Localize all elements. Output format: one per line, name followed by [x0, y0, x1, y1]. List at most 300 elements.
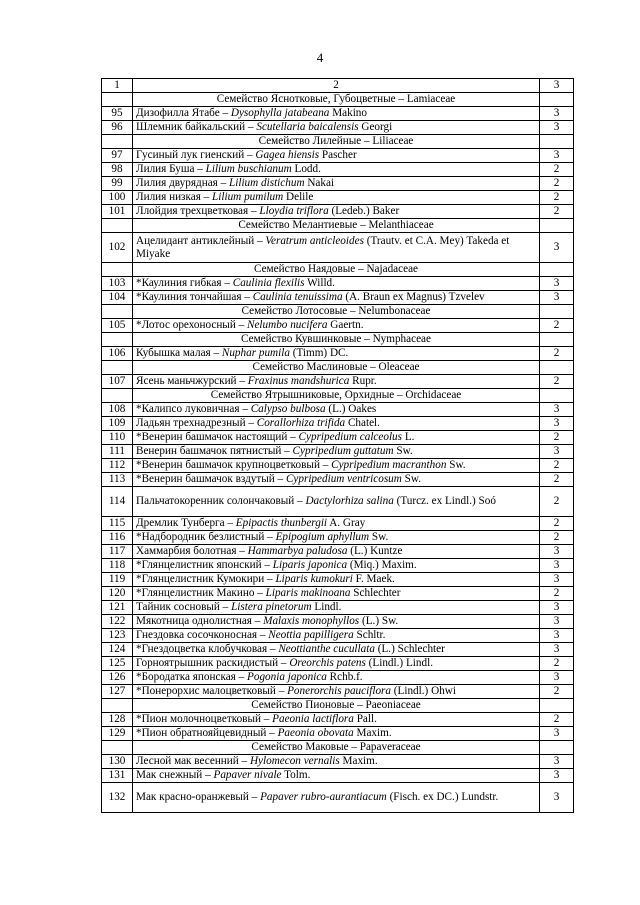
- species-name-cell: [133, 487, 540, 517]
- rarity-category: 2: [540, 375, 574, 389]
- species-russian-name: Горноятрышник раскидистый –: [136, 657, 290, 669]
- species-author: Tolm.: [281, 769, 311, 781]
- species-row: [102, 431, 574, 445]
- species-name-cell: [133, 205, 540, 219]
- species-number: 127: [102, 685, 133, 699]
- species-table: [101, 78, 574, 813]
- species-row: [102, 233, 574, 263]
- species-number: 114: [102, 487, 133, 517]
- species-number: 99: [102, 177, 133, 191]
- header-name-cell: 2: [133, 79, 540, 93]
- species-name-cell: [133, 545, 540, 559]
- species-russian-name: Венерин башмачок пятнистый –: [136, 445, 293, 457]
- rarity-category: 2: [540, 459, 574, 473]
- species-row: [102, 347, 574, 361]
- species-row: [102, 573, 574, 587]
- species-russian-name: Дремлик Тунберга –: [136, 517, 236, 529]
- rarity-category: 3: [540, 671, 574, 685]
- species-latin-name: Lilium distichum: [229, 177, 305, 189]
- species-number: 128: [102, 713, 133, 727]
- species-russian-name: *Глянцелистник японский –: [136, 559, 273, 571]
- species-latin-name: Nuphar pumila: [221, 347, 290, 359]
- species-russian-name: *Пион обратнояйцевидный –: [136, 727, 278, 739]
- species-name-cell: [133, 727, 540, 741]
- species-author: Sw.: [446, 459, 466, 471]
- species-latin-name: Liparis japonica: [272, 559, 348, 571]
- species-name-cell: [133, 531, 540, 545]
- species-number: 115: [102, 517, 133, 531]
- species-russian-name: *Пион молочноцветковый –: [136, 713, 273, 725]
- species-latin-name: Papaver nivale: [213, 769, 282, 781]
- species-latin-name: Cypripedium ventricosum: [285, 473, 402, 485]
- species-row: [102, 587, 574, 601]
- species-name-cell: [133, 713, 540, 727]
- species-number: 124: [102, 643, 133, 657]
- species-name-cell: [133, 769, 540, 783]
- family-row: [102, 263, 574, 277]
- species-russian-name: *Венерин башмачок настоящий –: [136, 431, 299, 443]
- family-row-empty-cell: [102, 93, 133, 107]
- species-latin-name: Liparis makinoana: [265, 587, 351, 599]
- species-number: 122: [102, 615, 133, 629]
- rarity-category: 3: [540, 233, 574, 263]
- species-russian-name: Тайник сосновый –: [136, 601, 232, 613]
- species-row: [102, 319, 574, 333]
- species-russian-name: Кубышка малая –: [136, 347, 222, 359]
- family-row: [102, 333, 574, 347]
- species-author: Sw.: [401, 473, 422, 485]
- species-number: 129: [102, 727, 133, 741]
- species-name-cell: [133, 319, 540, 333]
- rarity-category: 3: [540, 121, 574, 135]
- species-name-cell: [133, 445, 540, 459]
- species-row: [102, 121, 574, 135]
- header-number-cell: 1: [102, 79, 133, 93]
- species-author: Chatel.: [345, 417, 380, 429]
- species-name-cell: [133, 107, 540, 121]
- species-number: 110: [102, 431, 133, 445]
- species-author: (L.) Sw.: [359, 615, 399, 627]
- species-row: [102, 473, 574, 487]
- species-russian-name: Мак снежный –: [136, 769, 214, 781]
- species-row: [102, 177, 574, 191]
- species-latin-name: Papaver rubro-aurantiacum: [260, 791, 387, 803]
- rarity-category: 3: [540, 107, 574, 121]
- species-author: (Lindl.) Lindl.: [365, 657, 433, 669]
- species-number: 102: [102, 233, 133, 263]
- species-author: (A. Braun ex Magnus) Tzvelev: [342, 291, 485, 303]
- species-author: (Miq.) Maxim.: [347, 559, 417, 571]
- rarity-category: 2: [540, 713, 574, 727]
- species-row: [102, 445, 574, 459]
- species-row: [102, 487, 574, 517]
- species-number: 120: [102, 587, 133, 601]
- species-russian-name: *Гнездоцветка клобучковая –: [136, 643, 279, 655]
- family-row-empty-cell: [540, 135, 574, 149]
- species-number: 117: [102, 545, 133, 559]
- species-author: Maxim.: [339, 755, 378, 767]
- species-latin-name: Epipogium aphyllum: [275, 531, 370, 543]
- rarity-category: 2: [540, 473, 574, 487]
- species-author: Willd.: [304, 277, 335, 289]
- species-russian-name: Ацелидант антиклейный –: [136, 234, 266, 247]
- species-author: (Trautv. et C.A. Mey) Takeda et Miyake: [136, 234, 510, 260]
- species-russian-name: *Надбородник безлистный –: [136, 531, 276, 543]
- rarity-category: 3: [540, 615, 574, 629]
- species-latin-name: Epipactis thunbergii: [235, 517, 328, 529]
- species-author: (Timm) DC.: [289, 347, 349, 359]
- family-row-empty-cell: [540, 333, 574, 347]
- species-author: Rchb.f.: [326, 671, 363, 683]
- species-number: 100: [102, 191, 133, 205]
- species-row: [102, 727, 574, 741]
- species-name-cell: [133, 121, 540, 135]
- species-row: [102, 755, 574, 769]
- species-russian-name: Лилия Буша –: [136, 163, 206, 175]
- species-russian-name: *Каулиния тончайшая –: [136, 291, 253, 303]
- species-number: 126: [102, 671, 133, 685]
- species-name-cell: [133, 149, 540, 163]
- rarity-category: 3: [540, 445, 574, 459]
- species-russian-name: Ясень маньчжурский –: [136, 375, 248, 387]
- species-latin-name: Malaxis monophyllos: [263, 615, 360, 627]
- family-name: Семейство Лилейные – Liliaceae: [133, 135, 540, 149]
- species-row: [102, 517, 574, 531]
- family-row: [102, 219, 574, 233]
- rarity-category: 2: [540, 657, 574, 671]
- header-category-cell: 3: [540, 79, 574, 93]
- species-number: 109: [102, 417, 133, 431]
- species-russian-name: Гнездовка сосочконосная –: [136, 629, 269, 641]
- species-row: [102, 403, 574, 417]
- species-latin-name: Dysophylla jatabeana: [230, 107, 330, 119]
- species-row: [102, 713, 574, 727]
- species-row: [102, 657, 574, 671]
- species-russian-name: Лилия двурядная –: [136, 177, 229, 189]
- rarity-category: 2: [540, 191, 574, 205]
- family-row-empty-cell: [102, 361, 133, 375]
- page-number: 4: [316, 50, 324, 65]
- species-russian-name: Лесной мак весенний –: [136, 755, 250, 767]
- species-name-cell: [133, 573, 540, 587]
- species-number: 105: [102, 319, 133, 333]
- family-row-empty-cell: [102, 135, 133, 149]
- family-row-empty-cell: [102, 741, 133, 755]
- family-row-empty-cell: [540, 741, 574, 755]
- family-row-empty-cell: [540, 93, 574, 107]
- species-row: [102, 107, 574, 121]
- species-number: 96: [102, 121, 133, 135]
- rarity-category: 2: [540, 587, 574, 601]
- species-russian-name: Мак красно-оранжевый –: [136, 791, 261, 803]
- species-latin-name: Cypripedium macranthon: [331, 459, 447, 471]
- species-row: [102, 531, 574, 545]
- rarity-category: 3: [540, 629, 574, 643]
- species-row: [102, 601, 574, 615]
- species-name-cell: [133, 375, 540, 389]
- species-latin-name: Hylomecon vernalis: [249, 755, 340, 767]
- species-latin-name: Caulinia flexilis: [232, 277, 305, 289]
- species-number: 119: [102, 573, 133, 587]
- species-row: [102, 417, 574, 431]
- rarity-category: 2: [540, 517, 574, 531]
- species-author: (Ledeb.) Baker: [328, 205, 400, 217]
- rarity-category: 3: [540, 277, 574, 291]
- species-name-cell: [133, 629, 540, 643]
- species-name-cell: [133, 755, 540, 769]
- rarity-category: 2: [540, 163, 574, 177]
- species-row: [102, 459, 574, 473]
- species-russian-name: *Бородатка японская –: [136, 671, 248, 683]
- species-row: [102, 149, 574, 163]
- family-name: Семейство Яснотковые, Губоцветные – Lamiaceae: [133, 93, 540, 107]
- species-number: 132: [102, 783, 133, 813]
- species-author: Rupr.: [349, 375, 377, 387]
- species-latin-name: Calypso bulbosa: [250, 403, 326, 415]
- species-russian-name: Мякотница однолистная –: [136, 615, 264, 627]
- species-name-cell: [133, 559, 540, 573]
- species-row: [102, 163, 574, 177]
- rarity-category: 2: [540, 347, 574, 361]
- species-latin-name: Veratrum anticleoides: [265, 234, 364, 247]
- species-number: 123: [102, 629, 133, 643]
- species-number: 108: [102, 403, 133, 417]
- species-name-cell: [133, 783, 540, 813]
- family-row-empty-cell: [540, 219, 574, 233]
- species-russian-name: *Глянцелистник Кумокири –: [136, 573, 276, 585]
- species-author: Makino: [329, 107, 367, 119]
- family-row: [102, 305, 574, 319]
- species-latin-name: Neottianthe cucullata: [278, 643, 375, 655]
- family-row-empty-cell: [540, 263, 574, 277]
- species-latin-name: Dactylorhiza salina: [305, 495, 394, 507]
- species-name-cell: [133, 431, 540, 445]
- species-latin-name: Corallorhiza trifida: [256, 417, 346, 429]
- species-number: 111: [102, 445, 133, 459]
- rarity-category: 2: [540, 531, 574, 545]
- species-number: 98: [102, 163, 133, 177]
- family-row-empty-cell: [540, 361, 574, 375]
- species-latin-name: Caulinia tenuissima: [252, 291, 343, 303]
- species-russian-name: *Венерин башмачок крупноцветковый –: [136, 459, 332, 471]
- rarity-category: 3: [540, 755, 574, 769]
- species-name-cell: [133, 473, 540, 487]
- species-name-cell: [133, 277, 540, 291]
- family-name: Семейство Наядовые – Najadaceae: [133, 263, 540, 277]
- species-latin-name: Scutellaria baicalensis: [256, 121, 359, 133]
- species-row: [102, 769, 574, 783]
- species-latin-name: Hammarbya paludosa: [247, 545, 348, 557]
- header-row: [102, 79, 574, 93]
- species-row: [102, 615, 574, 629]
- rarity-category: 3: [540, 727, 574, 741]
- rarity-category: 2: [540, 431, 574, 445]
- species-russian-name: Гусиный лук гиенский –: [136, 149, 256, 161]
- species-row: [102, 205, 574, 219]
- species-number: 116: [102, 531, 133, 545]
- species-row: [102, 291, 574, 305]
- rarity-category: 2: [540, 487, 574, 517]
- species-author: Gaertn.: [327, 319, 364, 331]
- species-author: (Lindl.) Ohwi: [390, 685, 456, 697]
- species-name-cell: [133, 191, 540, 205]
- species-russian-name: Шлемник байкальский –: [136, 121, 257, 133]
- species-row: [102, 783, 574, 813]
- species-row: [102, 559, 574, 573]
- species-number: 131: [102, 769, 133, 783]
- species-author: A. Gray: [327, 517, 366, 529]
- species-author: Schltr.: [353, 629, 386, 641]
- species-latin-name: Paeonia lactiflora: [272, 713, 354, 725]
- family-name: Семейство Ятрышниковые, Орхидные – Orchidaceae: [133, 389, 540, 403]
- species-name-cell: [133, 347, 540, 361]
- family-name: Семейство Маковые – Papaveraceae: [133, 741, 540, 755]
- species-author: Lindl.: [311, 601, 342, 613]
- species-latin-name: Fraxinus mandshurica: [247, 375, 350, 387]
- species-name-cell: [133, 233, 540, 263]
- family-row-empty-cell: [102, 305, 133, 319]
- species-russian-name: Лилия низкая –: [136, 191, 213, 203]
- rarity-category: 3: [540, 601, 574, 615]
- species-number: 104: [102, 291, 133, 305]
- species-number: 125: [102, 657, 133, 671]
- family-row-empty-cell: [102, 389, 133, 403]
- species-author: (L.) Oakes: [325, 403, 377, 415]
- species-latin-name: Oreorchis patens: [289, 657, 366, 669]
- species-row: [102, 375, 574, 389]
- species-number: 103: [102, 277, 133, 291]
- species-author: Delile: [283, 191, 314, 203]
- family-row-empty-cell: [102, 263, 133, 277]
- species-name-cell: [133, 643, 540, 657]
- species-latin-name: Gagea hiensis: [255, 149, 320, 161]
- species-author: Pascher: [319, 149, 357, 161]
- species-latin-name: Nelumbo nucifera: [247, 319, 328, 331]
- species-latin-name: Cypripedium calceolus: [298, 431, 403, 443]
- species-number: 101: [102, 205, 133, 219]
- species-number: 97: [102, 149, 133, 163]
- species-number: 95: [102, 107, 133, 121]
- rarity-category: 3: [540, 149, 574, 163]
- species-number: 113: [102, 473, 133, 487]
- species-number: 106: [102, 347, 133, 361]
- species-author: Maxim.: [353, 727, 392, 739]
- species-latin-name: Ponerorchis pauciflora: [287, 685, 391, 697]
- species-name-cell: [133, 163, 540, 177]
- species-number: 107: [102, 375, 133, 389]
- species-russian-name: *Понерорхис малоцветковый –: [136, 685, 288, 697]
- family-name: Семейство Маслиновые – Oleaceae: [133, 361, 540, 375]
- rarity-category: 2: [540, 319, 574, 333]
- species-author: (Fisch. ex DC.) Lundstr.: [386, 791, 499, 803]
- species-name-cell: [133, 177, 540, 191]
- rarity-category: 3: [540, 403, 574, 417]
- family-name: Семейство Пионовые – Paeoniaceae: [133, 699, 540, 713]
- species-number: 121: [102, 601, 133, 615]
- rarity-category: 3: [540, 643, 574, 657]
- species-russian-name: Дизофилла Ятабе –: [136, 107, 231, 119]
- rarity-category: 2: [540, 177, 574, 191]
- species-author: Nakai: [304, 177, 335, 189]
- species-table-body: [102, 79, 574, 813]
- rarity-category: 3: [540, 559, 574, 573]
- species-latin-name: Paeonia obovata: [277, 727, 354, 739]
- species-latin-name: Pogonia japonica: [247, 671, 327, 683]
- species-author: (Turcz. ex Lindl.) Soó: [393, 495, 496, 507]
- species-name-cell: [133, 403, 540, 417]
- species-russian-name: *Лотос орехоносный –: [136, 319, 247, 331]
- species-latin-name: Listera pinetorum: [231, 601, 312, 613]
- family-row-empty-cell: [102, 219, 133, 233]
- rarity-category: 2: [540, 205, 574, 219]
- species-russian-name: Хаммарбия болотная –: [136, 545, 248, 557]
- rarity-category: 3: [540, 783, 574, 813]
- species-author: (L.) Kuntze: [347, 545, 403, 557]
- rarity-category: 2: [540, 685, 574, 699]
- species-name-cell: [133, 671, 540, 685]
- species-author: (L.) Schlechter: [374, 643, 445, 655]
- species-author: Sw.: [393, 445, 413, 457]
- family-name: Семейство Мелантиевые – Melanthiaceae: [133, 219, 540, 233]
- species-russian-name: Пальчатокоренник солончаковый –: [136, 495, 306, 507]
- species-name-cell: [133, 459, 540, 473]
- species-latin-name: Lilium pumilum: [212, 191, 284, 203]
- species-latin-name: Cypripedium guttatum: [292, 445, 394, 457]
- species-author: Georgi: [358, 121, 393, 133]
- family-row: [102, 361, 574, 375]
- species-latin-name: Neottia papilligera: [268, 629, 354, 641]
- species-name-cell: [133, 517, 540, 531]
- family-row-empty-cell: [540, 699, 574, 713]
- species-name-cell: [133, 615, 540, 629]
- family-name: Семейство Лотосовые – Nelumbonaceae: [133, 305, 540, 319]
- family-row: [102, 699, 574, 713]
- species-row: [102, 629, 574, 643]
- species-number: 130: [102, 755, 133, 769]
- species-row: [102, 643, 574, 657]
- species-row: [102, 671, 574, 685]
- species-latin-name: Lloydia triflora: [259, 205, 329, 217]
- species-author: Schlechter: [350, 587, 401, 599]
- family-row: [102, 135, 574, 149]
- species-name-cell: [133, 587, 540, 601]
- species-number: 118: [102, 559, 133, 573]
- family-row-empty-cell: [102, 333, 133, 347]
- species-latin-name: Lilium buschianum: [205, 163, 292, 175]
- species-russian-name: Ллойдия трехцветковая –: [136, 205, 260, 217]
- rarity-category: 3: [540, 769, 574, 783]
- species-russian-name: *Венерин башмачок вздутый –: [136, 473, 286, 485]
- family-row-empty-cell: [102, 699, 133, 713]
- rarity-category: 3: [540, 417, 574, 431]
- species-row: [102, 191, 574, 205]
- family-row-empty-cell: [540, 389, 574, 403]
- species-number: 112: [102, 459, 133, 473]
- rarity-category: 3: [540, 545, 574, 559]
- rarity-category: 3: [540, 291, 574, 305]
- species-name-cell: [133, 291, 540, 305]
- rarity-category: 3: [540, 573, 574, 587]
- species-name-cell: [133, 657, 540, 671]
- family-row: [102, 741, 574, 755]
- family-row-empty-cell: [540, 305, 574, 319]
- species-row: [102, 277, 574, 291]
- species-russian-name: *Каулиния гибкая –: [136, 277, 233, 289]
- family-row: [102, 389, 574, 403]
- species-author: Sw.: [369, 531, 389, 543]
- species-row: [102, 545, 574, 559]
- species-author: Lodd.: [291, 163, 321, 175]
